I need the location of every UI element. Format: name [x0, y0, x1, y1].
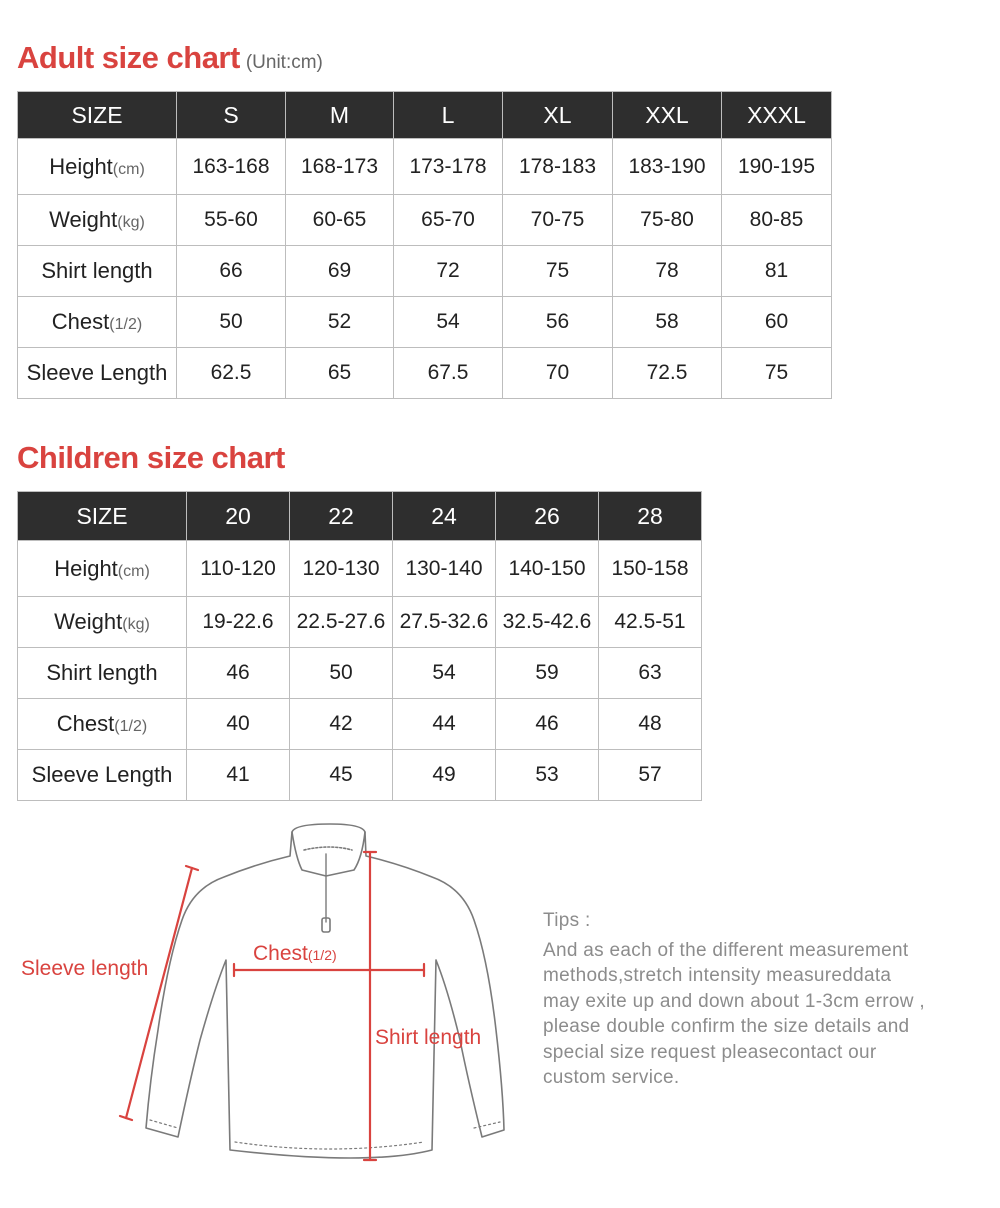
table-cell: 54 [393, 648, 496, 699]
table-row [18, 541, 702, 597]
shirt-diagram [0, 810, 530, 1190]
table-cell: 27.5-32.6 [393, 597, 496, 648]
table-row [18, 246, 832, 297]
tips-block [543, 908, 983, 1091]
children-header-cell: 26 [496, 492, 599, 541]
table-cell: 66 [177, 246, 286, 297]
adult-header-cell: XXL [613, 92, 722, 139]
table-cell: 70 [503, 348, 613, 399]
table-cell: 110-120 [187, 541, 290, 597]
table-cell: 65 [286, 348, 394, 399]
shirt-illustration [0, 810, 530, 1190]
children-chart-title [17, 440, 285, 476]
table-cell: 75 [503, 246, 613, 297]
row-label: Sleeve Length [18, 750, 187, 801]
sleeve-length-label: Sleeve length [21, 957, 149, 980]
table-cell: 65-70 [394, 195, 503, 246]
children-chart-title-text: Children size chart [17, 440, 285, 475]
table-cell: 50 [290, 648, 393, 699]
table-cell: 40 [187, 699, 290, 750]
row-label: Chest(1/2) [18, 699, 187, 750]
row-label: Shirt length [18, 246, 177, 297]
children-header-cell: 24 [393, 492, 496, 541]
table-cell: 58 [613, 297, 722, 348]
table-cell: 60-65 [286, 195, 394, 246]
table-cell: 70-75 [503, 195, 613, 246]
adult-header-cell: XL [503, 92, 613, 139]
table-row [18, 195, 832, 246]
shirt-length-label: Shirt length [375, 1026, 482, 1049]
table-row [18, 648, 702, 699]
table-cell: 178-183 [503, 139, 613, 195]
table-cell: 130-140 [393, 541, 496, 597]
children-header-row [18, 492, 702, 541]
table-cell: 59 [496, 648, 599, 699]
adult-header-cell: S [177, 92, 286, 139]
row-label: Sleeve Length [18, 348, 177, 399]
table-cell: 78 [613, 246, 722, 297]
table-cell: 46 [187, 648, 290, 699]
tips-line: please double confirm the size details and [543, 1016, 910, 1037]
adult-header-cell: L [394, 92, 503, 139]
table-cell: 53 [496, 750, 599, 801]
table-cell: 44 [393, 699, 496, 750]
row-label: Height(cm) [18, 541, 187, 597]
row-label: Shirt length [18, 648, 187, 699]
table-cell: 168-173 [286, 139, 394, 195]
table-cell: 72.5 [613, 348, 722, 399]
table-cell: 56 [503, 297, 613, 348]
table-cell: 67.5 [394, 348, 503, 399]
table-cell: 54 [394, 297, 503, 348]
table-cell: 32.5-42.6 [496, 597, 599, 648]
row-label: Height(cm) [18, 139, 177, 195]
table-cell: 22.5-27.6 [290, 597, 393, 648]
table-cell: 183-190 [613, 139, 722, 195]
tips-line: And as each of the different measurement [543, 939, 909, 961]
table-row [18, 348, 832, 399]
table-cell: 120-130 [290, 541, 393, 597]
table-cell: 69 [286, 246, 394, 297]
table-row [18, 297, 832, 348]
children-size-table [17, 491, 702, 801]
chest-label: Chest(1/2) [253, 942, 337, 965]
table-cell: 63 [599, 648, 702, 699]
tips-line: may exite up and down about 1-3cm errow , [543, 990, 925, 1012]
table-cell: 48 [599, 699, 702, 750]
shirt-collar [292, 832, 365, 876]
table-cell: 45 [290, 750, 393, 801]
table-row [18, 597, 702, 648]
table-cell: 55-60 [177, 195, 286, 246]
shirt-body-outline [146, 824, 504, 1158]
table-cell: 41 [187, 750, 290, 801]
table-row [18, 139, 832, 195]
table-cell: 72 [394, 246, 503, 297]
row-label: Weight(kg) [18, 195, 177, 246]
table-cell: 163-168 [177, 139, 286, 195]
tips-line: custom service. [543, 1067, 680, 1088]
row-label: Weight(kg) [18, 597, 187, 648]
table-cell: 75 [722, 348, 832, 399]
tips-line: special size request pleasecontact our [543, 1041, 877, 1063]
adult-chart-title [17, 40, 323, 76]
collar-inner [304, 847, 352, 850]
table-cell: 57 [599, 750, 702, 801]
sleeve-length-line [126, 868, 192, 1118]
table-cell: 60 [722, 297, 832, 348]
adult-chart-title-text: Adult size chart [17, 40, 240, 75]
tips-heading: Tips : [543, 910, 591, 931]
adult-size-table [17, 91, 832, 399]
table-cell: 50 [177, 297, 286, 348]
adult-header-size: SIZE [18, 92, 177, 139]
table-row [18, 699, 702, 750]
table-cell: 140-150 [496, 541, 599, 597]
tips-line: methods,stretch intensity measureddata [543, 965, 892, 986]
table-cell: 52 [286, 297, 394, 348]
adult-header-row [18, 92, 832, 139]
table-cell: 46 [496, 699, 599, 750]
table-cell: 42.5-51 [599, 597, 702, 648]
table-cell: 75-80 [613, 195, 722, 246]
table-cell: 42 [290, 699, 393, 750]
table-cell: 81 [722, 246, 832, 297]
table-cell: 49 [393, 750, 496, 801]
children-header-cell: 20 [187, 492, 290, 541]
table-cell: 190-195 [722, 139, 832, 195]
children-header-cell: 28 [599, 492, 702, 541]
children-header-cell: 22 [290, 492, 393, 541]
table-cell: 62.5 [177, 348, 286, 399]
row-label: Chest(1/2) [18, 297, 177, 348]
table-cell: 150-158 [599, 541, 702, 597]
adult-header-cell: M [286, 92, 394, 139]
table-cell: 173-178 [394, 139, 503, 195]
adult-unit-label: (Unit:cm) [245, 52, 323, 73]
children-header-size: SIZE [18, 492, 187, 541]
adult-header-cell: XXXL [722, 92, 832, 139]
table-row [18, 750, 702, 801]
table-cell: 80-85 [722, 195, 832, 246]
table-cell: 19-22.6 [187, 597, 290, 648]
